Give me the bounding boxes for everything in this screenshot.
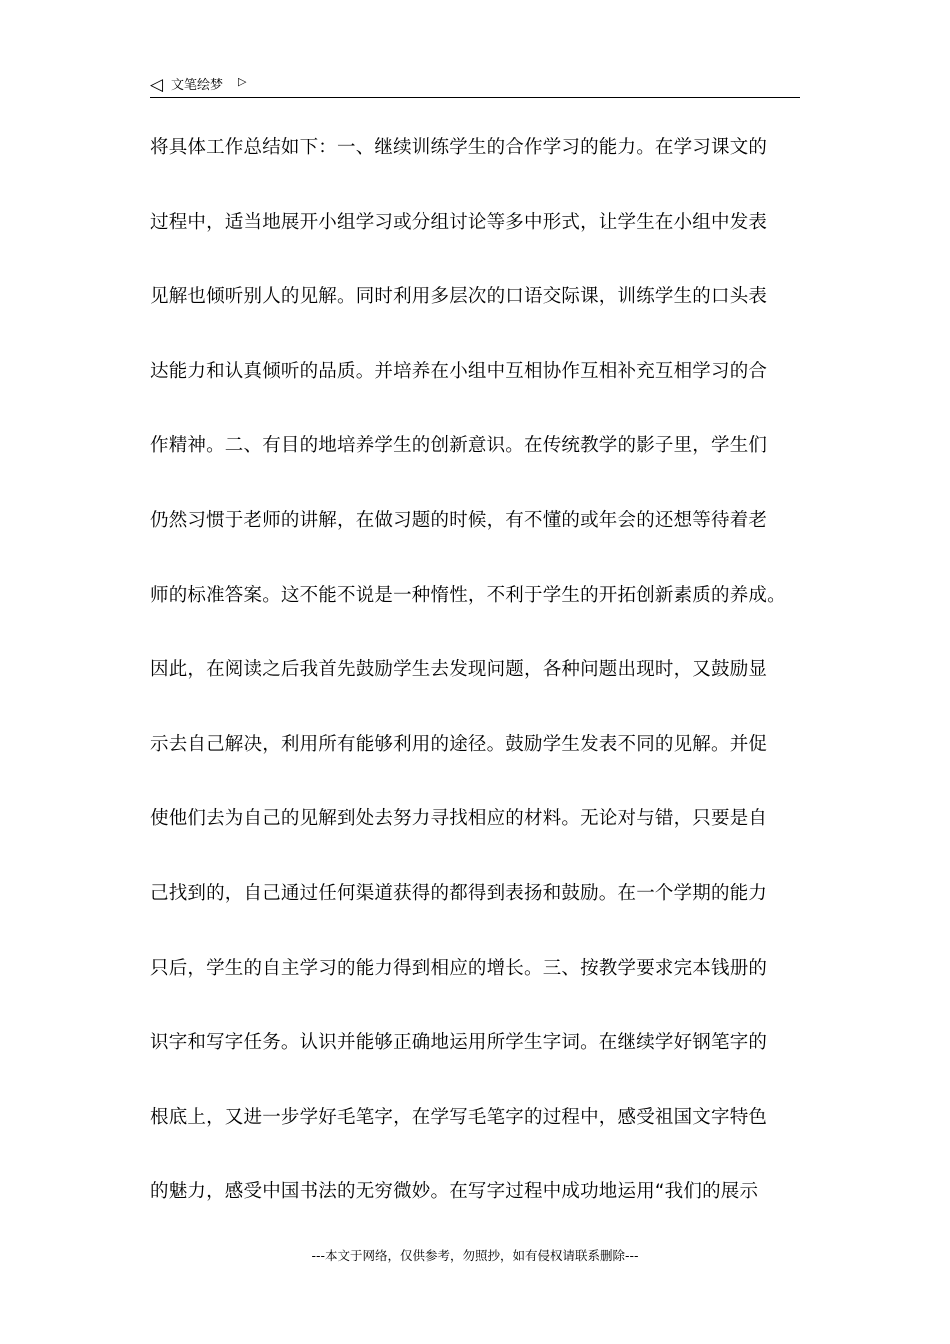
- text-line: 使他们去为自己的见解到处去努力寻找相应的材料。无论对与错，只要是自: [150, 808, 768, 830]
- text-line: 因此，在阅读之后我首先鼓励学生去发现问题，各种问题出现时，又鼓励显: [150, 659, 768, 681]
- header-title: 文笔绘梦: [171, 78, 224, 93]
- text-line: 师的标准答案。这不能不说是一种惰性，不利于学生的开拓创新素质的养成。: [150, 584, 786, 606]
- right-triangle-icon: ▷: [238, 75, 247, 88]
- text-line: 己找到的，自己通过任何渠道获得的都得到表扬和鼓励。在一个学期的能力: [150, 882, 768, 904]
- text-line: 过程中，适当地展开小组学习或分组讨论等多中形式，让学生在小组中发表: [150, 211, 768, 233]
- page-header: [150, 74, 800, 98]
- text-line: 示去自己解决，利用所有能够利用的途径。鼓励学生发表不同的见解。并促: [150, 733, 768, 755]
- text-line: 的魅力，感受中国书法的无穷微妙。在写字过程中成功地运用“我们的展示: [150, 1181, 759, 1203]
- text-line: 将具体工作总结如下：一、继续训练学生的合作学习的能力。在学习课文的: [150, 137, 768, 158]
- text-line: 根底上，又进一步学好毛笔字，在学写毛笔字的过程中，感受祖国文字特色: [150, 1106, 768, 1128]
- page-footer-disclaimer: ---本文于网络，仅供参考，勿照抄，如有侵权请联系删除---: [311, 1248, 639, 1263]
- text-line: 识字和写字任务。认识并能够正确地运用所学生字词。在继续学好钢笔字的: [150, 1032, 768, 1054]
- text-line: 见解也倾听别人的见解。同时利用多层次的口语交际课，训练学生的口头表: [150, 286, 768, 308]
- body-text: [150, 133, 810, 1252]
- left-triangle-icon: ◁: [150, 75, 164, 95]
- header-divider: [150, 97, 800, 98]
- text-line: 达能力和认真倾听的品质。并培养在小组中互相协作互相补充互相学习的合: [150, 360, 768, 382]
- text-line: 作精神。二、有目的地培养学生的创新意识。在传统教学的影子里，学生们: [150, 435, 768, 457]
- text-line: 只后，学生的自主学习的能力得到相应的增长。三、按教学要求完本钱册的: [150, 957, 768, 979]
- text-line: 仍然习惯于老师的讲解，在做习题的时候，有不懂的或年会的还想等待着老: [150, 509, 768, 531]
